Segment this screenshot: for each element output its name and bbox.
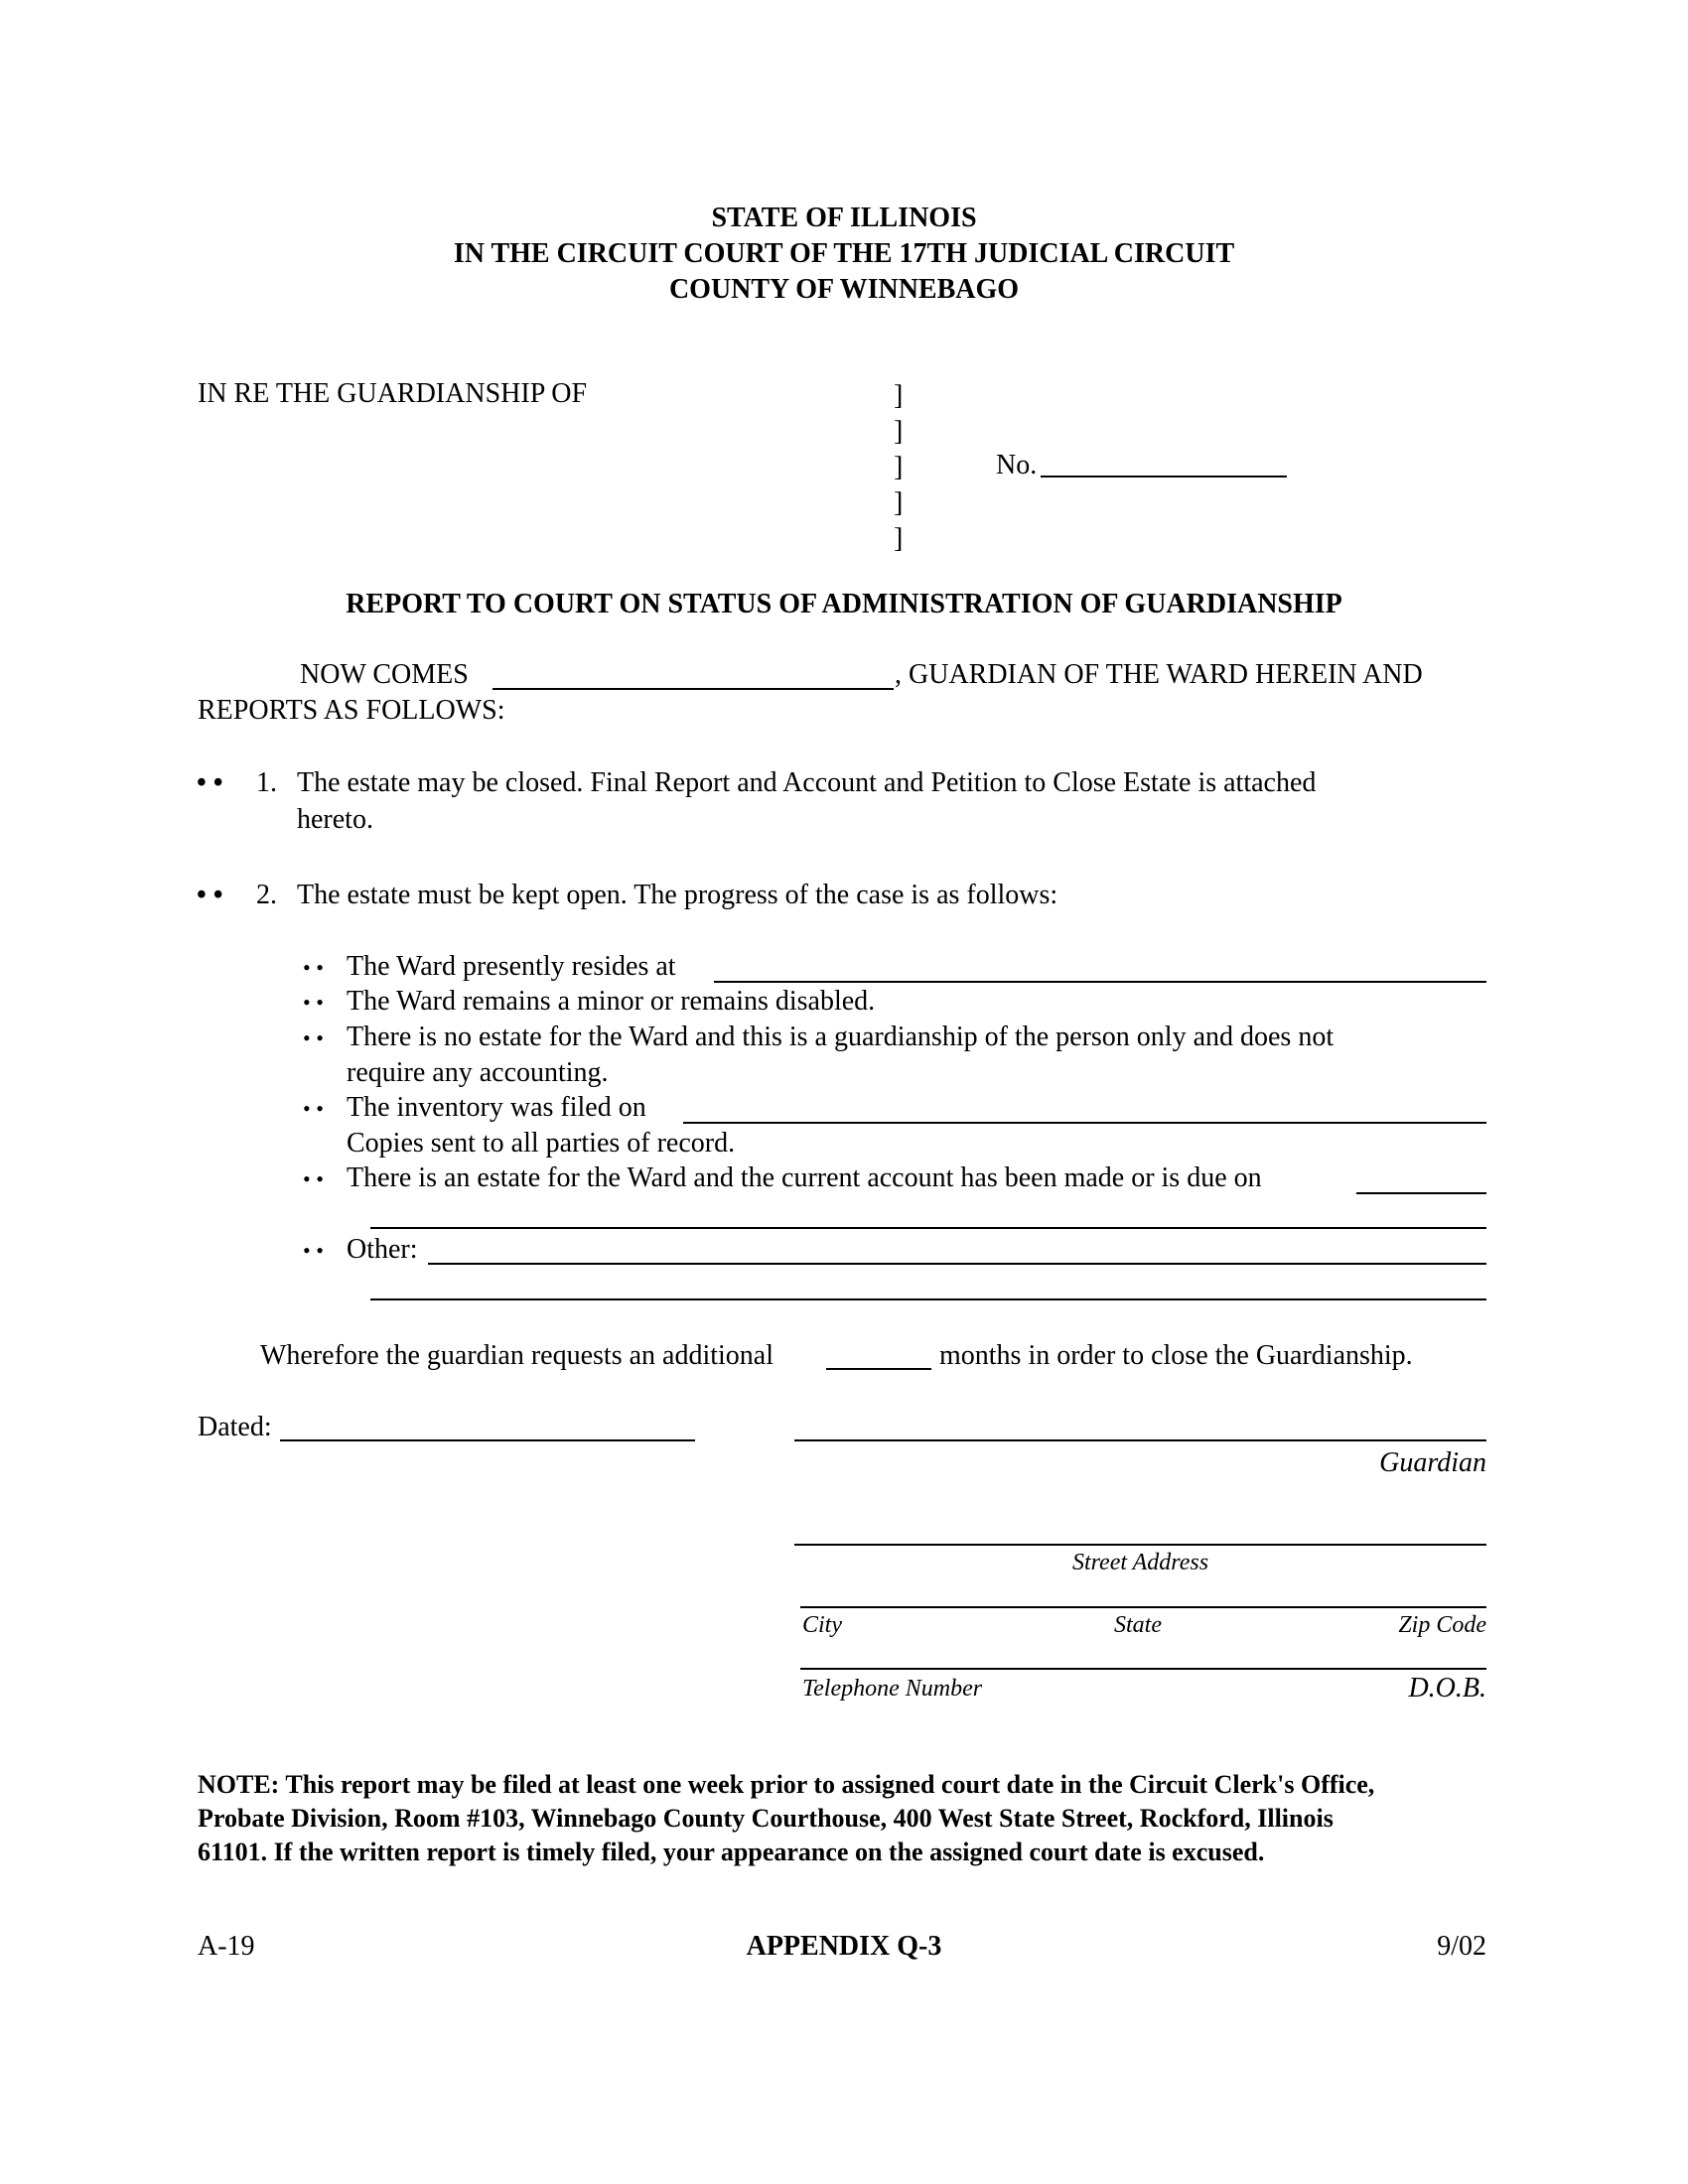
inventory-date-field[interactable] [683, 1122, 1486, 1124]
no-estate-text: There is no estate for the Ward and this is a guardianship of the person only and does not [347, 1022, 1335, 1052]
caption-bracket: ] [894, 523, 904, 554]
wherefore-text: Wherefore the guardian requests an additional [260, 1340, 774, 1371]
minor-text: The Ward remains a minor or remains disabled. [347, 986, 876, 1017]
inventory-label: The inventory was filed on [347, 1092, 646, 1123]
now-comes-label: NOW COMES [300, 659, 469, 690]
sub-checkbox-resides[interactable]: • • [303, 955, 324, 980]
case-number-field[interactable] [1041, 476, 1287, 478]
sub-checkbox-no-estate[interactable]: • • [303, 1025, 324, 1050]
sub-checkbox-inventory[interactable]: • • [303, 1096, 324, 1121]
note-line: Probate Division, Room #103, Winnebago County Courthouse, 400 West State Street, Rockford, Illinois [198, 1804, 1334, 1833]
header-county: COUNTY OF WINNEBAGO [668, 274, 1020, 305]
sub-checkbox-minor[interactable]: • • [303, 990, 324, 1015]
in-re-label: IN RE THE GUARDIANSHIP OF [198, 378, 588, 409]
case-number-label: No. [996, 450, 1038, 480]
dob-caption: D.O.B. [1408, 1673, 1486, 1704]
guardian-of-text: , GUARDIAN OF THE WARD HEREIN AND [895, 659, 1423, 690]
guardian-caption: Guardian [1379, 1447, 1486, 1478]
zip-caption: Zip Code [1398, 1612, 1486, 1638]
note-line: 61101. If the written report is timely filed, your appearance on the assigned court date is excused. [198, 1838, 1265, 1866]
account-due-date-field[interactable] [1356, 1192, 1486, 1194]
account-continuation-field[interactable] [370, 1227, 1486, 1229]
state-caption: State [1114, 1612, 1162, 1638]
phone-dob-field[interactable] [800, 1668, 1486, 1670]
caption-bracket: ] [894, 452, 904, 482]
residence-field[interactable] [714, 981, 1486, 983]
street-address-caption: Street Address [1071, 1550, 1209, 1575]
other-label: Other: [347, 1234, 418, 1265]
dated-label: Dated: [198, 1412, 272, 1442]
phone-caption: Telephone Number [802, 1676, 983, 1702]
street-address-field[interactable] [794, 1544, 1486, 1546]
no-estate-text: require any accounting. [347, 1057, 609, 1088]
sub-checkbox-estate-account[interactable]: • • [303, 1166, 324, 1191]
city-state-zip-field[interactable] [800, 1606, 1486, 1608]
wherefore-text-after: months in order to close the Guardianship. [939, 1340, 1413, 1371]
report-title: REPORT TO COURT ON STATUS OF ADMINISTRATION OF GUARDIANSHIP [346, 589, 1342, 619]
option1-checkbox[interactable]: • • [197, 767, 223, 798]
caption-bracket: ] [894, 416, 904, 447]
reports-as-follows: REPORTS AS FOLLOWS: [198, 695, 505, 726]
dated-field[interactable] [280, 1439, 695, 1441]
caption-bracket: ] [894, 487, 904, 518]
other-field[interactable] [428, 1263, 1486, 1265]
footer-date: 9/02 [1437, 1931, 1486, 1962]
guardian-name-field[interactable] [492, 688, 894, 690]
header-court: IN THE CIRCUIT COURT OF THE 17TH JUDICIAL CIRCUIT [453, 238, 1235, 269]
option2-checkbox[interactable]: • • [197, 880, 223, 910]
header-state: STATE OF ILLINOIS [711, 203, 977, 233]
sub-checkbox-other[interactable]: • • [303, 1238, 324, 1263]
copies-text: Copies sent to all parties of record. [347, 1128, 736, 1159]
resides-label: The Ward presently resides at [347, 951, 676, 982]
caption-bracket: ] [894, 380, 904, 411]
option2-number: 2. [256, 880, 277, 910]
additional-months-field[interactable] [826, 1368, 931, 1370]
option1-number: 1. [256, 767, 277, 798]
option1-text: hereto. [297, 804, 373, 835]
footer-page-code: A-19 [198, 1931, 255, 1962]
note-line: NOTE: This report may be filed at least one week prior to assigned court date in the Circuit Clerk's Office, [198, 1770, 1375, 1799]
option1-text: The estate may be closed. Final Report and Account and Petition to Close Estate is attached [297, 767, 1317, 798]
estate-account-text: There is an estate for the Ward and the current account has been made or is due on [347, 1162, 1262, 1193]
option2-text: The estate must be kept open. The progress of the case is as follows: [297, 880, 1058, 910]
footer-appendix: APPENDIX Q-3 [746, 1931, 942, 1962]
guardian-signature-field[interactable] [794, 1439, 1486, 1441]
city-caption: City [802, 1612, 842, 1638]
other-continuation-field[interactable] [370, 1298, 1486, 1300]
